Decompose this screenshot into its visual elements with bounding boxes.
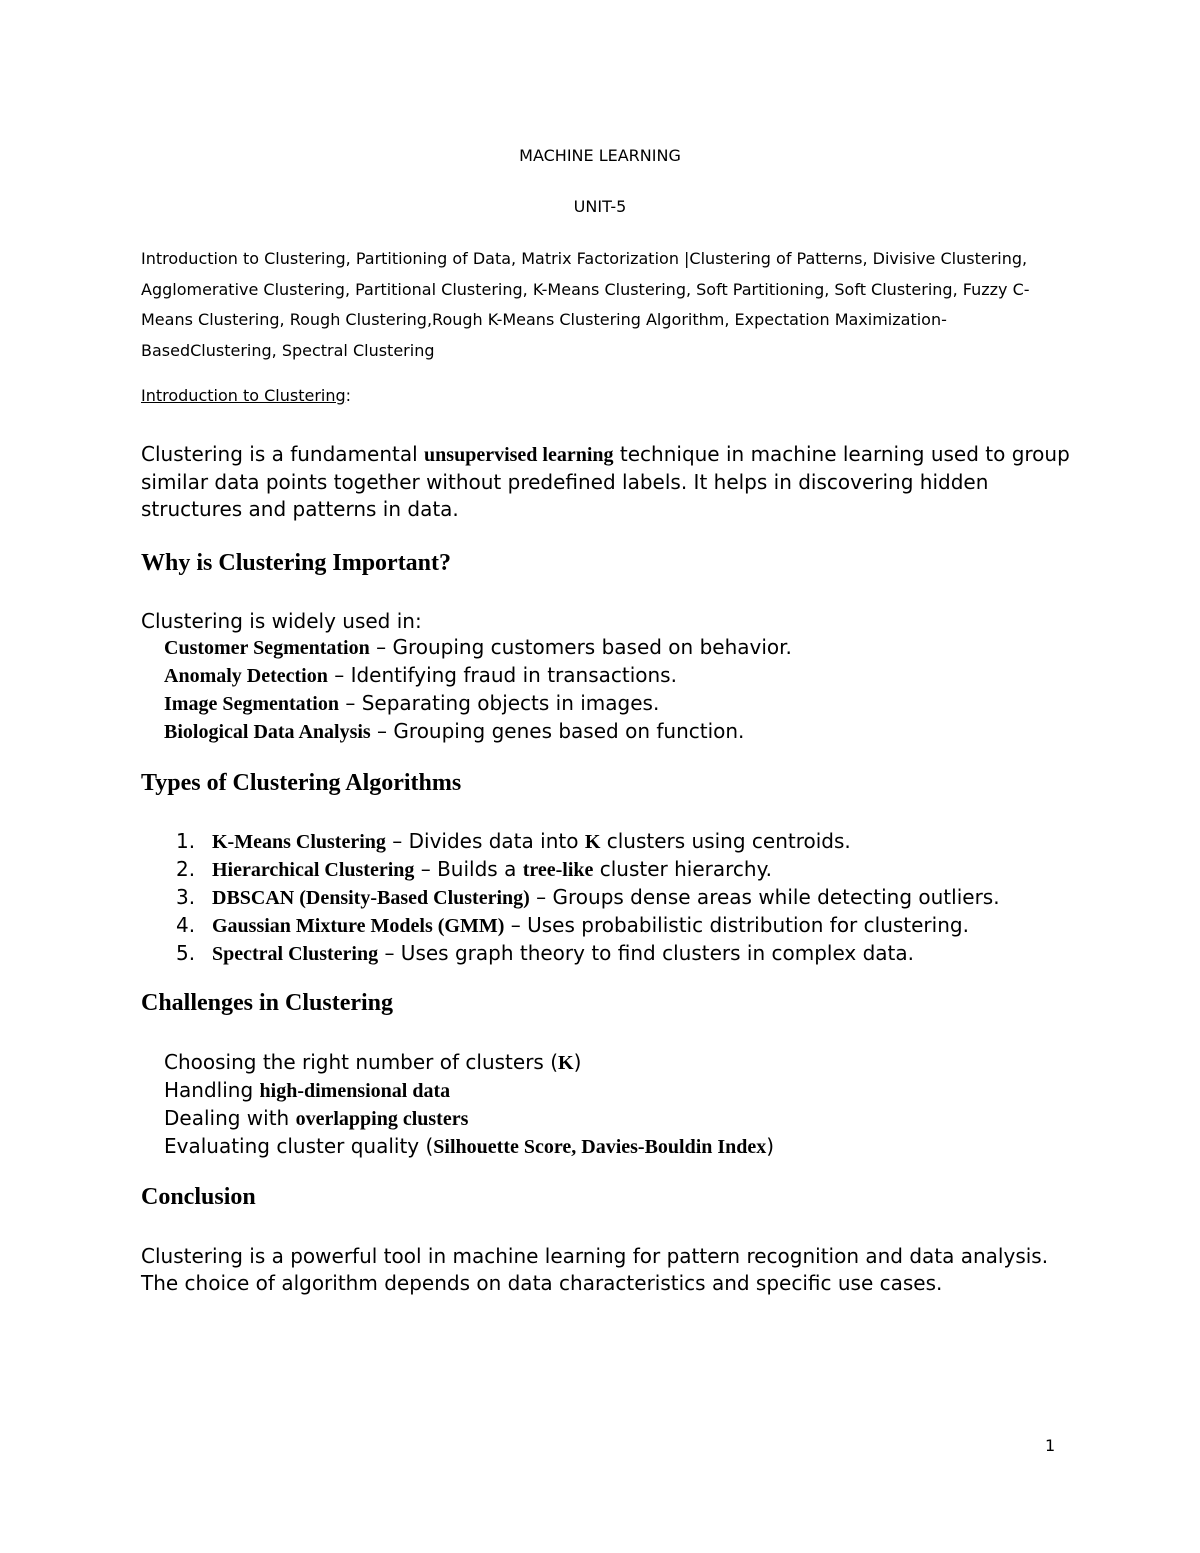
item-desc-2: cluster hierarchy. — [593, 857, 772, 881]
item-term: Image Segmentation — [164, 693, 339, 715]
topics-list: Introduction to Clustering, Partitioning of Data, Matrix Factorization |Clustering of Patterns, Divisive Clustering, Agglomerative Clustering, Partitional Clustering, K-Means Clustering, Soft Partitioning, Soft Clustering, Fuzzy C-Means Clustering, Rough Clustering,Rough K-Means Clustering Algorithm, Expectation Maximization-BasedClustering, Spectral Clustering — [141, 249, 1030, 360]
intro-text-1: Clustering is a fundamental — [141, 442, 425, 466]
item-number: 3. — [176, 885, 196, 909]
item-text: Choosing the right number of clusters ( — [164, 1050, 558, 1074]
item-desc: – Grouping genes based on function. — [370, 719, 745, 743]
types-heading: Types of Clustering Algorithms — [141, 770, 462, 796]
item-desc: – Separating objects in images. — [338, 691, 660, 715]
item-bold: overlapping clusters — [295, 1108, 469, 1130]
list-item — [164, 662, 792, 690]
why-lead: Clustering is widely used in: — [141, 609, 422, 633]
document-title: MACHINE LEARNING — [519, 146, 681, 165]
list-item — [176, 912, 1000, 940]
item-text-2: ) — [573, 1050, 582, 1074]
item-term: Biological Data Analysis — [164, 721, 371, 743]
item-text: Evaluating cluster quality ( — [164, 1134, 434, 1158]
item-number: 1. — [176, 829, 196, 853]
item-number: 4. — [176, 913, 196, 937]
item-term: DBSCAN (Density-Based Clustering) — [212, 887, 530, 909]
list-item — [176, 856, 1000, 884]
item-term: K-Means Clustering — [212, 831, 386, 853]
item-desc: – Divides data into — [385, 829, 585, 853]
item-bold: tree-like — [522, 859, 594, 881]
types-list — [176, 828, 1000, 968]
why-heading: Why is Clustering Important? — [141, 550, 452, 576]
list-item — [176, 884, 1000, 912]
list-item — [176, 828, 1000, 856]
item-term: Spectral Clustering — [212, 943, 379, 965]
list-item — [164, 1105, 774, 1133]
item-desc: – Grouping customers based on behavior. — [369, 635, 792, 659]
item-desc: – Uses graph theory to find clusters in complex data. — [378, 941, 914, 965]
item-number: 2. — [176, 857, 196, 881]
item-term: Customer Segmentation — [164, 637, 370, 659]
intro-heading-colon: : — [345, 386, 352, 405]
challenges-list — [164, 1049, 774, 1161]
item-bold: K — [584, 831, 601, 853]
item-term: Hierarchical Clustering — [212, 859, 415, 881]
item-text-2: ) — [766, 1134, 775, 1158]
conclusion-heading: Conclusion — [141, 1184, 256, 1210]
unit-label: UNIT-5 — [573, 197, 627, 216]
item-number: 5. — [176, 941, 196, 965]
list-item — [164, 1133, 774, 1161]
item-desc: – Uses probabilistic distribution for clustering. — [504, 913, 969, 937]
item-text: Handling — [164, 1078, 260, 1102]
item-desc-2: clusters using centroids. — [600, 829, 851, 853]
intro-bold: unsupervised learning — [424, 444, 614, 466]
item-term: Gaussian Mixture Models (GMM) — [212, 915, 505, 937]
item-bold: high-dimensional data — [259, 1080, 451, 1102]
item-bold: K — [558, 1052, 574, 1074]
item-desc: – Builds a — [414, 857, 523, 881]
list-item — [176, 940, 1000, 968]
intro-text-2: technique in machine learning used to group similar data points together without predefined labels. It helps in discovering hidden structures and patterns in data. — [141, 442, 1070, 521]
intro-heading — [141, 386, 351, 405]
list-item — [164, 718, 792, 746]
intro-heading-text: Introduction to Clustering — [141, 386, 346, 405]
item-desc: – Groups dense areas while detecting outliers. — [529, 885, 1000, 909]
item-term: Anomaly Detection — [164, 665, 328, 687]
list-item — [164, 1049, 774, 1077]
list-item — [164, 690, 792, 718]
list-item — [164, 634, 792, 662]
list-item — [164, 1077, 774, 1105]
item-desc: – Identifying fraud in transactions. — [327, 663, 677, 687]
item-bold: Silhouette Score, Davies-Bouldin Index — [433, 1136, 767, 1158]
challenges-heading: Challenges in Clustering — [141, 990, 394, 1016]
page-number: 1 — [1045, 1436, 1056, 1455]
item-text: Dealing with — [164, 1106, 296, 1130]
why-list — [164, 634, 792, 746]
intro-paragraph — [141, 441, 1071, 523]
conclusion-paragraph: Clustering is a powerful tool in machine learning for pattern recognition and data analysis. The choice of algorithm depends on data characteristics and specific use cases. — [141, 1244, 1049, 1295]
